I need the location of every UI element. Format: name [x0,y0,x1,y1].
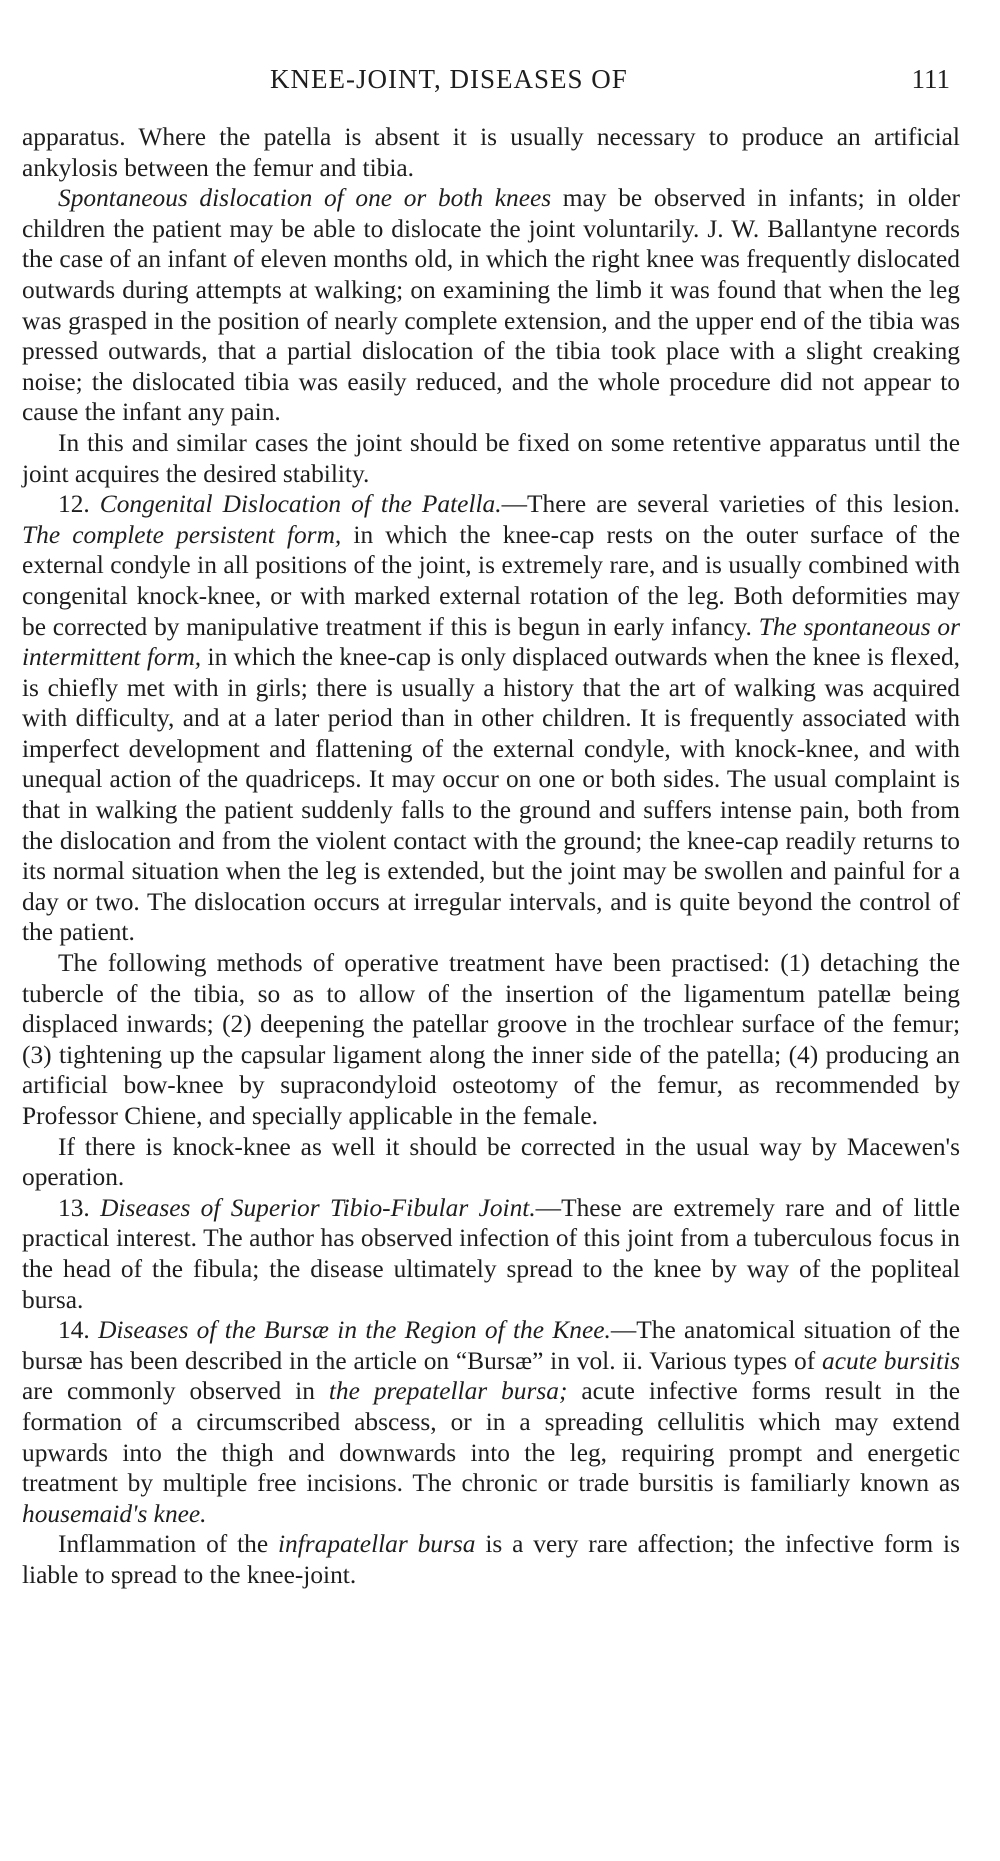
text-run: apparatus. Where the patella is absent it is usually necessary to produce an artificial ankylosis between the femur and tibia. [22,123,960,182]
paragraph [22,122,960,183]
running-header [0,64,1000,104]
text-run: —The anatomical situation of the bursæ has been described in the article on “Bursæ” in vol. ii. Various types of [22,1316,961,1375]
text-run: The following methods of operative treatment have been practised: (1) detaching the tubercle of the tibia, so as to allow of the insertion of the ligamentum patellæ being displaced inwards; (2) deepening the patellar groove in the trochlear surface of the femur; (3) tightening up the capsular ligament along the inner side of the patella; (4) producing an artificial bow-knee by supracondyloid osteotomy of the femur, as recommended by Professor Chiene, and specially applicable in the female. [22,949,960,1130]
italic-text: infrapatellar bursa [277,1530,476,1559]
text-run: in which the knee-cap rests on the outer surface of the external condyle in all positions of the joint, is extremely rare, and is usually combined with congenital knock-knee, or with marked external rotation of the leg. Both deformities may be corrected by manipulative treatment if this is begun in early infancy. [22,520,960,641]
page-number: 111 [911,64,950,94]
paragraph [22,1193,960,1315]
italic-text: Diseases of the Bursæ in the Region of the Knee. [98,1316,611,1345]
paragraph [22,489,960,948]
running-title: KNEE-JOINT, DISEASES OF [270,64,628,94]
italic-text: Diseases of Superior Tibio-Fibular Joint. [100,1193,536,1222]
text-run: 12. [58,490,100,519]
text-run: —These are extremely rare and of little practical interest. The author has observed infection of this joint from a tuberculous focus in the head of the fibula; the disease ultimately spread to the knee by way of the popliteal bursa. [22,1193,960,1314]
italic-text: Congenital Dislocation of the Patella. [99,490,502,519]
text-run: 13. [58,1193,101,1222]
text-run: Inflammation of the [58,1530,278,1559]
text-run: in which the knee-cap is only displaced outwards when the knee is flexed, is chiefly met with in girls; there is usually a history that the art of walking was acquired with difficulty, and at a later period than in other children. It is frequently associated with imperfect development and flattening of the external condyle, with knock-knee, and with unequal action of the quadriceps. It may occur on one or both sides. The usual complaint is that in walking the patient suddenly falls to the ground and suffers intense pain, both from the dislocation and from the violent contact with the ground; the knee-cap readily returns to its normal situation when the leg is extended, but the joint may be swollen and painful for a day or two. The dislocation occurs at irregular intervals, and is quite beyond the control of the patient. [22,643,960,947]
italic-text: The spontaneous or intermittent form, [22,612,960,672]
italic-text: the prepatellar bursa; [328,1377,568,1406]
italic-text: acute bursitis [822,1346,961,1375]
text-run: is a very rare affection; the infective form is liable to spread to the knee-joint. [22,1530,960,1589]
text-run: If there is knock-knee as well it should be corrected in the usual way by Macewen's operation. [22,1132,960,1192]
paragraph [22,428,960,489]
paragraph [22,948,960,1132]
text-run: are commonly observed in [22,1377,329,1406]
paragraph [22,1315,960,1529]
paragraph [22,1529,960,1590]
text-run: may be observed in infants; in older children the patient may be able to dislocate the joint voluntarily. J. W. Ballantyne records the case of an infant of eleven months old, in which the right knee was frequently dislocated outwards during attempts at walking; on examining the limb it was found that when the leg was grasped in the position of nearly complete extension, and the upper end of the tibia was pressed outwards, that a partial dislocation of the tibia took place with a slight creaking noise; the dislocated tibia was easily reduced, and the whole procedure did not appear to cause the infant any pain. [22,184,960,427]
text-run: —There are several varieties of this lesion. [501,490,961,519]
article-body [22,122,960,1591]
italic-text: housemaid's knee. [22,1499,207,1528]
paragraph [22,1132,960,1193]
text-run: 14. [58,1316,99,1345]
italic-text: Spontaneous dislocation of one or both knees [58,184,552,213]
text-run: acute infective forms result in the formation of a circumscribed abscess, or in a spreading cellulitis which may extend upwards into the thigh and downwards into the leg, requiring prompt and energetic treatment by multiple free incisions. The chronic or trade bursitis is familiarly known as [22,1377,960,1498]
paragraph [22,183,960,428]
text-run: In this and similar cases the joint should be fixed on some retentive apparatus until the joint acquires the desired stability. [22,428,960,488]
italic-text: The complete persistent form, [22,520,342,549]
